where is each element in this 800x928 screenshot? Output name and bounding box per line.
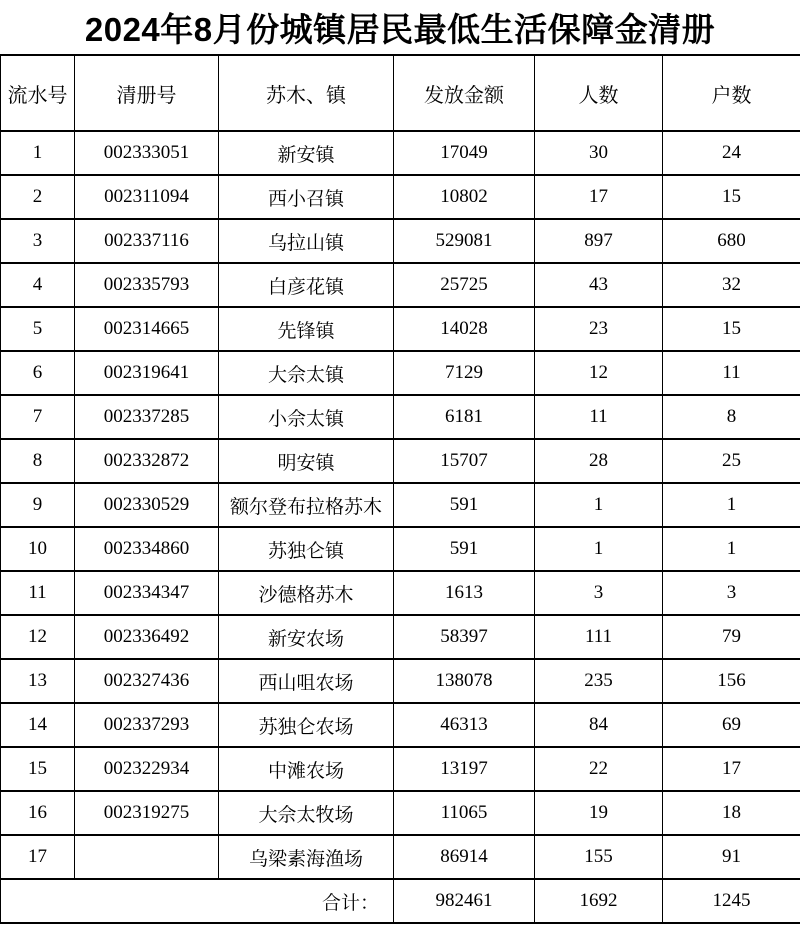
cell-households: 18 bbox=[663, 791, 800, 835]
allowance-register-table bbox=[0, 54, 800, 924]
cell-town: 先锋镇 bbox=[219, 307, 394, 351]
cell-households: 17 bbox=[663, 747, 800, 791]
cell-amount: 17049 bbox=[394, 131, 535, 175]
table-row bbox=[1, 835, 800, 879]
table-row bbox=[1, 747, 800, 791]
cell-people: 1 bbox=[535, 483, 663, 527]
cell-town: 新安镇 bbox=[219, 131, 394, 175]
cell-people: 235 bbox=[535, 659, 663, 703]
header-row bbox=[1, 55, 800, 131]
cell-households: 1 bbox=[663, 483, 800, 527]
cell-register-no bbox=[75, 835, 219, 879]
cell-people: 111 bbox=[535, 615, 663, 659]
cell-town: 西山咀农场 bbox=[219, 659, 394, 703]
cell-households: 25 bbox=[663, 439, 800, 483]
cell-households: 1 bbox=[663, 527, 800, 571]
cell-town: 额尔登布拉格苏木 bbox=[219, 483, 394, 527]
cell-register-no: 002336492 bbox=[75, 615, 219, 659]
cell-serial: 5 bbox=[1, 307, 75, 351]
cell-households: 3 bbox=[663, 571, 800, 615]
cell-households: 32 bbox=[663, 263, 800, 307]
cell-register-no: 002311094 bbox=[75, 175, 219, 219]
table-row bbox=[1, 395, 800, 439]
cell-town: 沙德格苏木 bbox=[219, 571, 394, 615]
cell-town: 苏独仑镇 bbox=[219, 527, 394, 571]
cell-register-no: 002337293 bbox=[75, 703, 219, 747]
cell-households: 156 bbox=[663, 659, 800, 703]
cell-households: 8 bbox=[663, 395, 800, 439]
cell-amount: 6181 bbox=[394, 395, 535, 439]
cell-serial: 1 bbox=[1, 131, 75, 175]
cell-households: 79 bbox=[663, 615, 800, 659]
column-header-people: 人数 bbox=[535, 55, 663, 131]
cell-serial: 4 bbox=[1, 263, 75, 307]
cell-register-no: 002330529 bbox=[75, 483, 219, 527]
cell-people: 84 bbox=[535, 703, 663, 747]
cell-register-no: 002334347 bbox=[75, 571, 219, 615]
table-row bbox=[1, 659, 800, 703]
table-row bbox=[1, 219, 800, 263]
cell-amount: 15707 bbox=[394, 439, 535, 483]
cell-town: 大佘太牧场 bbox=[219, 791, 394, 835]
table-row bbox=[1, 351, 800, 395]
cell-households: 24 bbox=[663, 131, 800, 175]
table-row bbox=[1, 175, 800, 219]
table-row bbox=[1, 791, 800, 835]
cell-amount: 591 bbox=[394, 483, 535, 527]
cell-amount: 86914 bbox=[394, 835, 535, 879]
cell-households: 15 bbox=[663, 307, 800, 351]
cell-town: 西小召镇 bbox=[219, 175, 394, 219]
total-people: 1692 bbox=[535, 879, 663, 923]
cell-people: 897 bbox=[535, 219, 663, 263]
cell-serial: 8 bbox=[1, 439, 75, 483]
cell-serial: 11 bbox=[1, 571, 75, 615]
cell-people: 28 bbox=[535, 439, 663, 483]
cell-town: 新安农场 bbox=[219, 615, 394, 659]
table-row bbox=[1, 131, 800, 175]
cell-town: 乌梁素海渔场 bbox=[219, 835, 394, 879]
cell-register-no: 002337116 bbox=[75, 219, 219, 263]
cell-register-no: 002314665 bbox=[75, 307, 219, 351]
cell-households: 15 bbox=[663, 175, 800, 219]
cell-town: 小佘太镇 bbox=[219, 395, 394, 439]
cell-people: 43 bbox=[535, 263, 663, 307]
cell-serial: 6 bbox=[1, 351, 75, 395]
total-amount: 982461 bbox=[394, 879, 535, 923]
cell-town: 乌拉山镇 bbox=[219, 219, 394, 263]
cell-town: 中滩农场 bbox=[219, 747, 394, 791]
cell-register-no: 002327436 bbox=[75, 659, 219, 703]
table-row bbox=[1, 307, 800, 351]
total-label: 合计： bbox=[1, 879, 394, 923]
cell-serial: 12 bbox=[1, 615, 75, 659]
cell-serial: 17 bbox=[1, 835, 75, 879]
table-row bbox=[1, 703, 800, 747]
cell-people: 17 bbox=[535, 175, 663, 219]
cell-households: 69 bbox=[663, 703, 800, 747]
cell-town: 白彦花镇 bbox=[219, 263, 394, 307]
table-row bbox=[1, 483, 800, 527]
cell-people: 3 bbox=[535, 571, 663, 615]
cell-households: 11 bbox=[663, 351, 800, 395]
table-row bbox=[1, 527, 800, 571]
column-header-register-no: 清册号 bbox=[75, 55, 219, 131]
column-header-amount: 发放金额 bbox=[394, 55, 535, 131]
cell-register-no: 002333051 bbox=[75, 131, 219, 175]
cell-amount: 529081 bbox=[394, 219, 535, 263]
cell-people: 1 bbox=[535, 527, 663, 571]
cell-people: 22 bbox=[535, 747, 663, 791]
cell-amount: 25725 bbox=[394, 263, 535, 307]
cell-serial: 9 bbox=[1, 483, 75, 527]
total-households: 1245 bbox=[663, 879, 800, 923]
table-row bbox=[1, 615, 800, 659]
cell-serial: 7 bbox=[1, 395, 75, 439]
cell-town: 大佘太镇 bbox=[219, 351, 394, 395]
cell-amount: 7129 bbox=[394, 351, 535, 395]
column-header-households: 户数 bbox=[663, 55, 800, 131]
cell-serial: 2 bbox=[1, 175, 75, 219]
cell-amount: 58397 bbox=[394, 615, 535, 659]
cell-serial: 3 bbox=[1, 219, 75, 263]
table-row bbox=[1, 263, 800, 307]
cell-register-no: 002319275 bbox=[75, 791, 219, 835]
table-row bbox=[1, 439, 800, 483]
cell-serial: 13 bbox=[1, 659, 75, 703]
cell-amount: 138078 bbox=[394, 659, 535, 703]
cell-people: 11 bbox=[535, 395, 663, 439]
column-header-serial: 流水号 bbox=[1, 55, 75, 131]
cell-town: 明安镇 bbox=[219, 439, 394, 483]
cell-amount: 10802 bbox=[394, 175, 535, 219]
cell-amount: 11065 bbox=[394, 791, 535, 835]
cell-serial: 14 bbox=[1, 703, 75, 747]
cell-amount: 46313 bbox=[394, 703, 535, 747]
page-title: 2024年8月份城镇居民最低生活保障金清册 bbox=[84, 10, 716, 48]
cell-serial: 15 bbox=[1, 747, 75, 791]
cell-people: 23 bbox=[535, 307, 663, 351]
cell-people: 19 bbox=[535, 791, 663, 835]
cell-people: 12 bbox=[535, 351, 663, 395]
cell-town: 苏独仑农场 bbox=[219, 703, 394, 747]
table-body bbox=[1, 131, 800, 879]
cell-register-no: 002337285 bbox=[75, 395, 219, 439]
cell-register-no: 002334860 bbox=[75, 527, 219, 571]
column-header-town: 苏木、镇 bbox=[219, 55, 394, 131]
total-row bbox=[1, 879, 800, 923]
table-row bbox=[1, 571, 800, 615]
cell-serial: 10 bbox=[1, 527, 75, 571]
cell-households: 680 bbox=[663, 219, 800, 263]
cell-register-no: 002335793 bbox=[75, 263, 219, 307]
cell-people: 155 bbox=[535, 835, 663, 879]
cell-amount: 14028 bbox=[394, 307, 535, 351]
cell-serial: 16 bbox=[1, 791, 75, 835]
cell-register-no: 002332872 bbox=[75, 439, 219, 483]
cell-people: 30 bbox=[535, 131, 663, 175]
cell-households: 91 bbox=[663, 835, 800, 879]
cell-register-no: 002319641 bbox=[75, 351, 219, 395]
cell-register-no: 002322934 bbox=[75, 747, 219, 791]
cell-amount: 591 bbox=[394, 527, 535, 571]
cell-amount: 1613 bbox=[394, 571, 535, 615]
cell-amount: 13197 bbox=[394, 747, 535, 791]
